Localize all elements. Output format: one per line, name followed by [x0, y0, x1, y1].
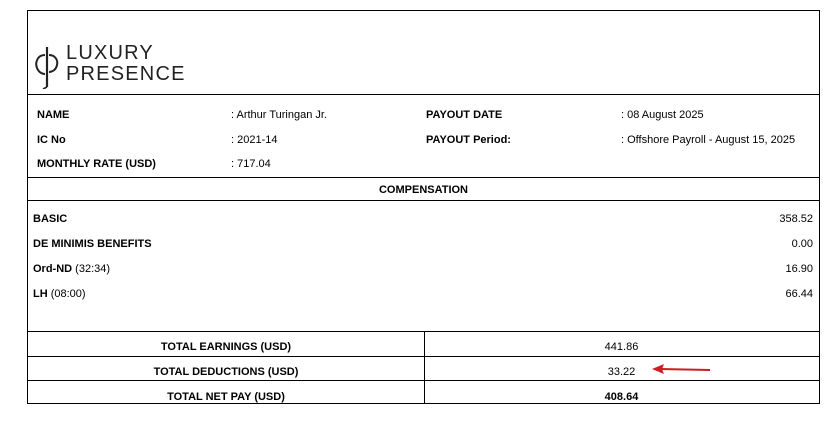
compensation-label: LH	[33, 288, 48, 300]
compensation-amount: 16.90	[785, 263, 813, 275]
divider	[28, 200, 819, 201]
payout-period-label: PAYOUT Period:	[426, 134, 511, 146]
company-logo	[34, 41, 214, 91]
name-value: : Arthur Turingan Jr.	[231, 109, 327, 121]
compensation-label: DE MINIMIS BENEFITS	[33, 238, 152, 250]
info-row-2	[28, 128, 819, 152]
compensation-suffix: (32:34)	[72, 263, 111, 275]
compensation-amount: 0.00	[791, 238, 813, 250]
compensation-amount: 358.52	[779, 213, 813, 225]
divider	[28, 356, 819, 357]
compensation-row	[28, 232, 819, 256]
compensation-row	[28, 207, 819, 231]
payout-date-label: PAYOUT DATE	[426, 109, 503, 121]
divider	[28, 177, 819, 178]
compensation-row	[28, 282, 819, 306]
ic-label: IC No	[37, 134, 66, 146]
logo-line-2: PRESENCE	[66, 63, 186, 85]
total-net-pay-value: 408.64	[604, 391, 639, 403]
compensation-amount: 66.44	[785, 288, 813, 300]
divider	[28, 94, 819, 95]
info-row-3	[28, 152, 819, 176]
logo-line-1: LUXURY	[66, 42, 154, 64]
compensation-label: BASIC	[33, 213, 68, 225]
ic-value: : 2021-14	[231, 134, 278, 146]
total-deductions-value: 33.22	[607, 366, 636, 378]
rate-label: MONTHLY RATE (USD)	[37, 158, 156, 170]
luxury-presence-monogram-icon	[34, 45, 60, 89]
total-net-pay-row	[28, 385, 819, 409]
name-label: NAME	[37, 109, 70, 121]
red-arrow-icon	[650, 363, 714, 377]
total-earnings-value: 441.86	[604, 341, 639, 353]
total-earnings-label: TOTAL EARNINGS (USD)	[160, 341, 292, 353]
compensation-row	[28, 257, 819, 281]
total-net-pay-label: TOTAL NET PAY (USD)	[167, 391, 285, 403]
divider	[28, 380, 819, 381]
compensation-title: COMPENSATION	[378, 184, 469, 196]
payout-date-value: : 08 August 2025	[621, 109, 704, 121]
compensation-suffix: (08:00)	[47, 288, 86, 300]
rate-value: : 717.04	[231, 158, 271, 170]
total-deductions-label: TOTAL DEDUCTIONS (USD)	[153, 366, 299, 378]
payslip-document	[27, 10, 820, 404]
compensation-label: Ord-ND	[33, 263, 73, 275]
payout-period-value: : Offshore Payroll - August 15, 2025	[621, 134, 796, 146]
info-row-1	[28, 103, 819, 127]
logo-wordmark	[66, 43, 186, 85]
